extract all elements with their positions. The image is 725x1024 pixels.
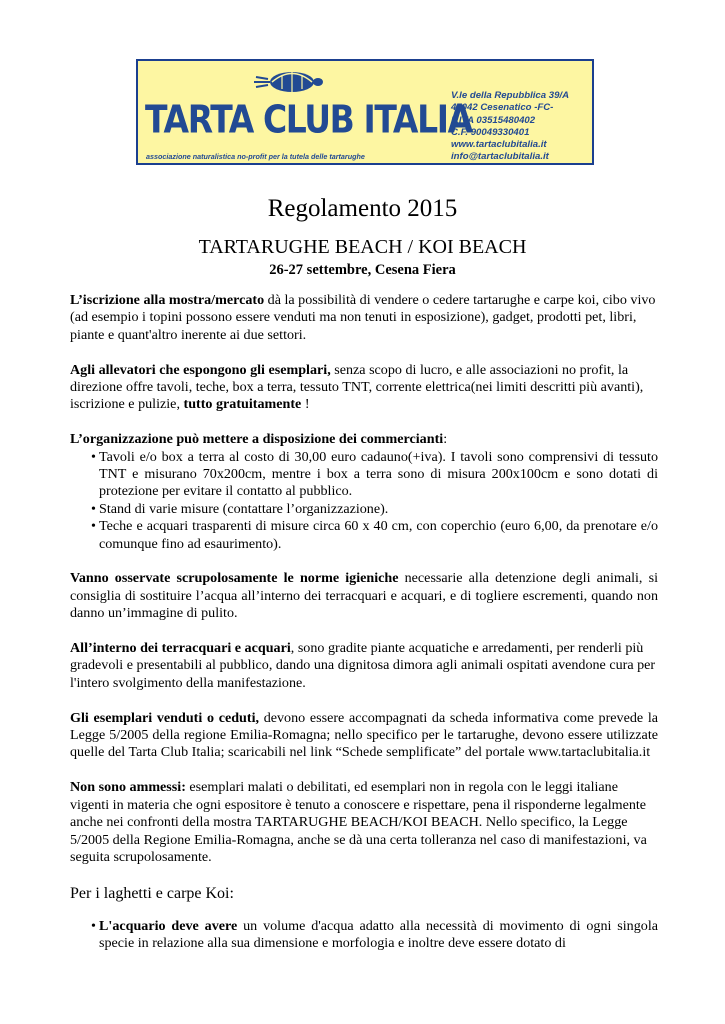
- bullet-icon: •: [91, 500, 96, 517]
- paragraph-text: devono essere accompagnati da scheda informativa come prevede la Legge 5/2005 della regione Emilia-Romagna; nello specifico per le tartarughe, devono essere utilizzate quelle del Tarta Club Italia; scaricabili nel link “Schede semplificate” del portale www.tartaclubitalia.it: [70, 709, 658, 761]
- contact-email: info@tartaclubitalia.it: [451, 151, 549, 163]
- list-item-text: Teche e acquari trasparenti di misure circa 60 x 40 cm, con coperchio (euro 6,00, da prenotare e/o comunque fino ad esaurimento).: [99, 518, 658, 552]
- list-item-body: un volume d'acqua adatto alla necessità di movimento di ogni singola specie in relazione alla sua dimensione e morfologia e inoltre deve essere dotato di: [99, 917, 658, 952]
- section-heading-koi: Per i laghetti e carpe Koi:: [70, 884, 234, 902]
- paragraph-non-ammessi: [70, 779, 658, 866]
- contact-website: www.tartaclubitalia.it: [451, 139, 547, 151]
- paragraph-allevatori: [70, 362, 658, 414]
- paragraph-esemplari: [70, 710, 658, 762]
- paragraph-text: dà la possibilità di vendere o cedere tartarughe e carpe koi, cibo vivo (ad esempio i topini possono essere venduti ma non tenuti in esposizione), gadget, prodotti pet, libri, piante e quant'altro inerente ai due settori.: [70, 292, 656, 343]
- paragraph-text: esemplari malati o debilitati, ed esemplari non in regola con le leggi italiane vigenti in materia che ogni espositore è tenuto a conoscere e rispettare, pena il risponderne legalmente anche nei confronti della mostra TARTARUGHE BEACH/KOI BEACH. Nello specifico, la Legge 5/2005 della Regione Emilia-Romagna, anche se dà una certa tolleranza nel caso di manifestazioni, va seguita scrupolosamente.: [70, 779, 647, 865]
- list-item: [70, 918, 658, 953]
- list-item: [70, 518, 658, 553]
- contact-block: [451, 90, 569, 164]
- turtle-logo-icon: [252, 67, 324, 93]
- bullet-icon: •: [91, 518, 96, 535]
- paragraph-lead: Gli esemplari venduti o ceduti,: [70, 709, 260, 726]
- paragraph-lead: All’interno dei terracquari e acquari: [70, 640, 291, 657]
- commercianti-list: [70, 449, 658, 553]
- koi-list: [70, 918, 658, 953]
- document-body: [70, 292, 658, 970]
- paragraph-emphasis: tutto gratuitamente: [183, 396, 302, 413]
- document-title: Regolamento 2015: [267, 195, 458, 222]
- paragraph-lead: L’organizzazione può mettere a disposizione dei commercianti: [70, 431, 444, 448]
- contact-piva: P.IVA 03515480402: [451, 114, 536, 126]
- paragraph-lead: Agli allevatori che espongono gli esemplari,: [70, 361, 331, 378]
- paragraph-text: , sono gradite piante acquatiche e arredamenti, per renderli più gradevoli e presentabili al pubblico, dando una dignitosa dimora agli animali ospitati avendone cura per l'intero svolgimento della manifestazione.: [70, 640, 656, 691]
- paragraph-text: senza scopo di lucro, e alle associazioni no profit, la direzione offre tavoli, teche, box a terra, tessuto TNT, corrente elettrica(nei limiti descritti più avanti), iscrizione e pulizie,: [70, 361, 644, 413]
- paragraph-commercianti: [70, 431, 658, 448]
- list-item-text: [99, 918, 658, 953]
- paragraph-igiene: [70, 570, 658, 622]
- event-subtitle: TARTARUGHE BEACH / KOI BEACH: [198, 236, 527, 258]
- list-item-text: Stand di varie misure (contattare l’organizzazione).: [99, 500, 389, 517]
- bullet-icon: •: [91, 448, 96, 465]
- contact-address: V.le della Repubblica 39/A: [451, 90, 570, 101]
- contact-cf: C.F. 90049330401: [451, 126, 530, 138]
- paragraph-text: !: [301, 396, 310, 413]
- contact-city: 47042 Cesenatico -FC-: [451, 102, 554, 114]
- bullet-icon: •: [91, 917, 96, 934]
- paragraph-text: :: [443, 431, 448, 448]
- paragraph-terracquari: [70, 640, 658, 692]
- list-item: [70, 501, 658, 518]
- list-item-text: Tavoli e/o box a terra al costo di 30,00 euro cadauno(+iva). I tavoli sono comprensivi di tessuto TNT e misurano 70x200cm, mentre i box a terra sono di misura 200x100cm e sono dotati di protezione per evitare il contatto al pubblico.: [99, 448, 658, 500]
- header-banner: [136, 59, 594, 165]
- paragraph-lead: Vanno osservate scrupolosamente le norme igieniche: [70, 570, 399, 587]
- event-dateline: 26-27 settembre, Cesena Fiera: [269, 262, 456, 278]
- list-item-lead: L'acquario deve avere: [99, 917, 238, 934]
- paragraph-text: necessarie alla detenzione degli animali, si consiglia di sostituire l’acqua all’interno dei terracquari e acquari, e di togliere escrementi, quando non danno un’immagine di pulito.: [70, 570, 658, 622]
- brand-tagline: associazione naturalistica no-profit per la tutela delle tartarughe: [146, 152, 365, 161]
- paragraph-lead: Non sono ammessi:: [70, 779, 186, 796]
- paragraph-iscrizione: [70, 292, 658, 344]
- paragraph-lead: L’iscrizione alla mostra/mercato: [70, 292, 265, 308]
- brand-title: TARTA CLUB ITALIA: [145, 97, 472, 142]
- list-item: [70, 449, 658, 501]
